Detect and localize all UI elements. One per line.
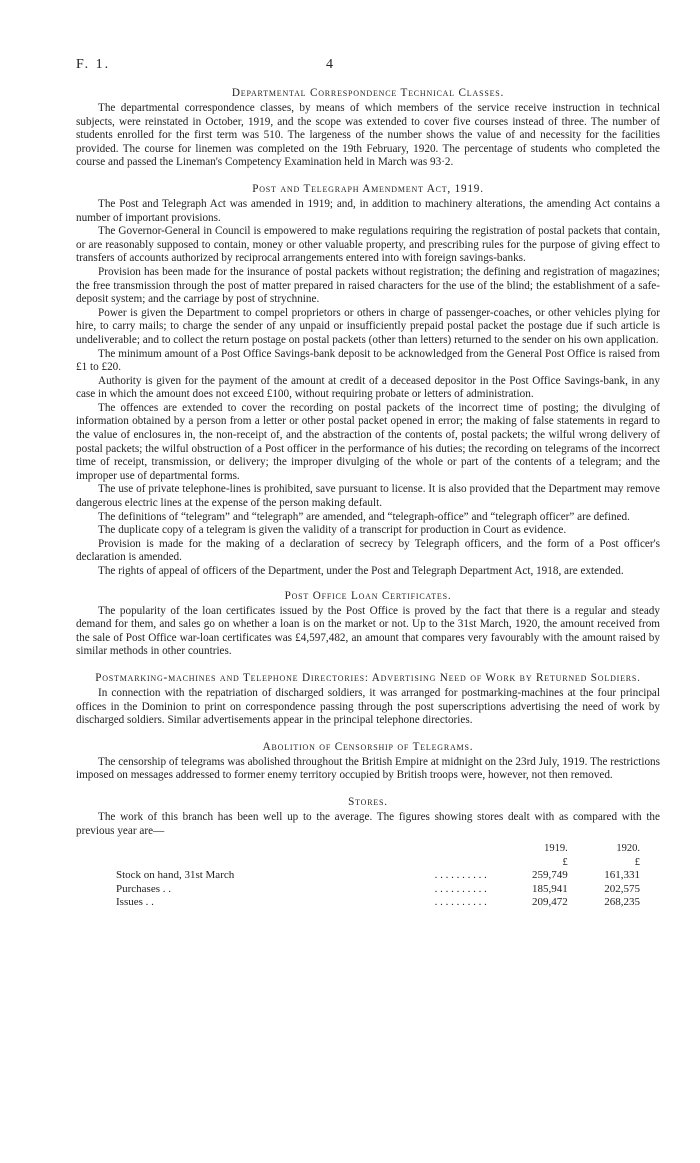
leader-dots: . . . . . . . . . . xyxy=(434,896,487,909)
page-header xyxy=(76,58,660,74)
paragraph: The popularity of the loan certificates issued by the Post Office is proved by the fact that there is a regular and steady demand for them, and sales go on whether a loan is on the market or not. Up to the 31st March, 1920, the amount received from the sale of Post Office war-loan certificates was £4,597,482, an amount that compares very favourably with the amount raised by similar methods in other countries. xyxy=(76,604,660,658)
section-title: Postmarking-machines and Telephone Directories: Advertising Need of Work by Returned Soldiers. xyxy=(95,671,641,684)
section-correspondence-classes xyxy=(76,86,660,170)
value-1920: 202,575 xyxy=(604,882,640,895)
section-censorship xyxy=(76,740,660,783)
value-1919: 209,472 xyxy=(532,896,568,909)
section-amendment-act xyxy=(76,182,660,579)
row-label: Stock on hand, 31st March xyxy=(116,869,235,882)
section-title: Post and Telegraph Amendment Act, 1919. xyxy=(252,182,484,195)
value-1920: 161,331 xyxy=(604,869,640,882)
value-1919: 259,749 xyxy=(532,869,568,882)
paragraph: The definitions of “telegram” and “telegraph” are amended, and “telegraph-office” and “telegraph officer” are defined. xyxy=(98,510,630,523)
value-1920: 268,235 xyxy=(604,896,640,909)
paragraph: Authority is given for the payment of the amount at credit of a deceased depositor in the Post Office Savings-bank, in any case in which the amount does not exceed £100, without requiring probate or letters of administration. xyxy=(76,374,660,401)
value-1919: 185,941 xyxy=(532,882,568,895)
paragraph: Power is given the Department to compel proprietors or others in charge of passenger-coaches, or other vehicles plying for hire, to carry mails; to charge the sender of any unpaid or insufficiently prepaid postal packet the postage due if such article is undeliverable; and to collect the return postage on postal packets (other than letters) returned to the sender on his own application. xyxy=(76,306,660,346)
section-stores xyxy=(76,795,660,910)
leader-dots: . . . . . . . . . . xyxy=(434,869,487,882)
document-reference: F. 1. xyxy=(76,57,111,72)
unit-label: £ xyxy=(634,856,640,868)
paragraph: The rights of appeal of officers of the Department, under the Post and Telegraph Department Act, 1918, are extended. xyxy=(98,565,624,577)
paragraph: The use of private telephone-lines is prohibited, save pursuant to license. It is also provided that the Department may remove dangerous electric lines at the expense of the person making default. xyxy=(76,483,660,510)
paragraph: Provision is made for the making of a declaration of secrecy by Telegraph officers, and the form of a Post officer's declaration is amended. xyxy=(76,537,660,564)
paragraph: The Governor-General in Council is empowered to make regulations requiring the registration of postal packets that contain, or are reasonably supposed to contain, money or other valuable property, and prescribing rules for the purpose of giving effect to transfers of accounts authorized by reciprocal arrangements entered into with foreign savings-banks. xyxy=(76,225,660,265)
year-header: 1919. xyxy=(544,843,568,855)
paragraph: The minimum amount of a Post Office Savings-bank deposit to be acknowledged from the General Post Office is raised from £1 to £20. xyxy=(76,347,660,374)
row-label: Issues . . xyxy=(116,896,154,909)
paragraph: The Post and Telegraph Act was amended in 1919; and, in addition to machinery alterations, the amending Act contains a number of important provisions. xyxy=(76,197,660,224)
table-row xyxy=(76,883,660,897)
paragraph: The censorship of telegrams was abolished throughout the British Empire at midnight on the 23rd July, 1919. The restrictions imposed on messages addressed to former enemy territory occupied by British troops were, however, not then removed. xyxy=(76,755,660,782)
page-number: 4 xyxy=(326,57,333,72)
section-title: Abolition of Censorship of Telegrams. xyxy=(262,740,474,753)
leader-dots: . . . . . . . . . . xyxy=(434,882,487,895)
table-row xyxy=(76,896,660,910)
unit-label: £ xyxy=(562,856,568,868)
row-label: Purchases . . xyxy=(116,882,171,895)
table-header-row xyxy=(76,842,660,856)
paragraph: The departmental correspondence classes, by means of which members of the service receive instruction in technical subjects, were reinstated in October, 1919, and the scope was extended to cover five courses instead of three. The number of students enrolled for the first term was 510. The largeness of the number shows the value of and necessity for the facilities provided. The course for linemen was completed on the 19th February, 1920. The percentage of students who completed the course and passed the Lineman's Competency Examination held in March was 93·2. xyxy=(76,102,660,169)
paragraph: Provision has been made for the insurance of postal packets without registration; the defining and registration of magazines; the free transmission through the post of matter prepared in raised characters for the use of the blind; the establishment of a safe-deposit system; and the carriage by post of strychnine. xyxy=(76,265,660,306)
paragraph: In connection with the repatriation of discharged soldiers, it was arranged for postmarking-machines at the four principal offices in the Dominion to print on correspondence passing through the post superscriptions advertising the need of work by discharged soldiers. Similar advertisements appear in the principal telephone directories. xyxy=(76,686,660,727)
stores-table xyxy=(76,842,660,910)
paragraph: The duplicate copy of a telegram is given the validity of a transcript for production in Court as evidence. xyxy=(98,524,567,537)
paragraph: The work of this branch has been well up to the average. The figures showing stores dealt with as compared with the previous year are— xyxy=(76,810,660,837)
section-postmarking-machines xyxy=(76,671,660,728)
section-title: Departmental Correspondence Technical Classes. xyxy=(231,87,505,99)
table-unit-row xyxy=(76,856,660,870)
section-loan-certificates xyxy=(76,589,660,659)
section-title: Post Office Loan Certificates. xyxy=(284,589,452,602)
paragraph: The offences are extended to cover the recording on postal packets of the incorrect time of posting; the divulging of information obtained by a person from a letter or other postal packet opened in error; the making of false statements in regard to the value of enclosures in, the non-receipt of, and the abstraction of the contents of, postal packets; the wilful wrong delivery of postal packets; the wilful obstruction of a Post officer in the performance of his duties; the recording on telegrams of the incorrect time of receipt, transmission, or delivery; the improper divulging of the whole or part of the contents of a telegram; and the improper use of departmental forms. xyxy=(76,401,660,482)
page-body xyxy=(76,86,660,910)
year-header: 1920. xyxy=(616,843,640,855)
table-row xyxy=(76,869,660,883)
section-title: Stores. xyxy=(348,795,388,808)
